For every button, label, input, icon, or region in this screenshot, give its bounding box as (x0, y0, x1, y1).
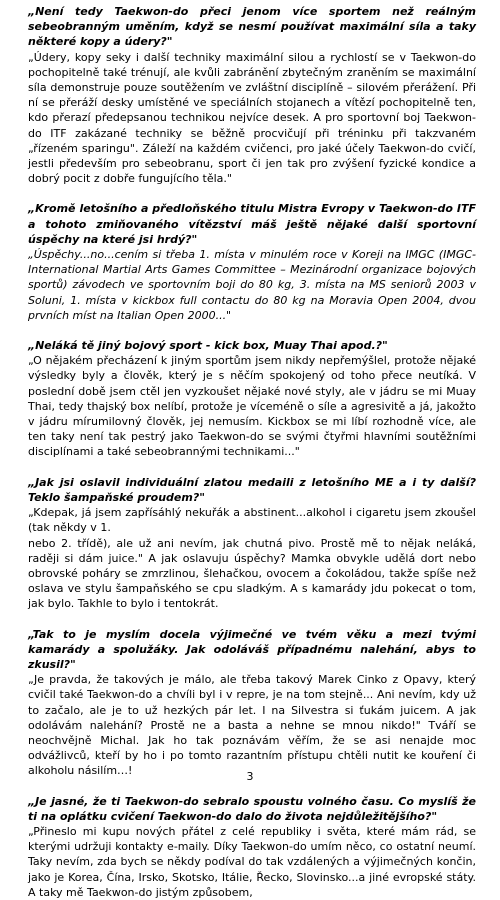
question-paragraph: „Neláká tě jiný bojový sport - kick box, Muay Thai apod.?" (28, 339, 388, 353)
page-number: 3 (246, 770, 254, 783)
answer-paragraph: „Přineslo mi kupu nových přátel z celé republiky i světa, které mám rád, se kterými udržuji kontakty e-maily. Díky Taekwon-do umím něco, co ostatní neumí. Taky nevím, zda bych se někdy podíval do tak vzdálených a výjimečných končin, jako je Korea, Čína, Irsko, Skotsko, Itálie, Řecko, Slovinsko...a jiné evropské státy. A taky mě Taekwon-do jistým způsobem, (28, 824, 476, 899)
document-page (28, 4, 476, 900)
question-paragraph: „Kromě letošního a předloňského titulu Mistra Evropy v Taekwon-do ITF a tohoto zmiňovaného vítězství máš ještě nějaké další sportovní úspěchy na které jsi hrdý?" (28, 202, 476, 246)
paragraph-gap (28, 460, 476, 475)
question-paragraph: „Je jasné, že ti Taekwon-do sebralo spoustu volného času. Co myslíš že ti na oplátku cvičení Taekwon-do dalo do života nejdůležitějšího?" (28, 794, 476, 823)
answer-paragraph: „Kdepak, já jsem zapřísáhlý nekuřák a abstinent...alkohol i cigaretu jsem zkoušel (tak někdy v 1. (28, 506, 476, 535)
answer-paragraph: „O nějakém přecházení k jiným sportům jsem nikdy nepřemýšlel, protože nějaké výsledky byly a člověk, který je s něčím spokojený od toho přece neutíká. V poslední době jsem ctěl jen vyzkoušet nějaké nové styly, ale v jádru se mi Muay Thai, tedy thajský box nelíbí, protože je víceméně o síle a agresivitě a já, jakožto v jádru mírumilovný člověk, jej nemusím. Kickbox se mi líbí rozhodně více, ale ten taky není tak pestrý jako Taekwon-do se svými čtyřmi hlavními soutěžními disciplínami a také sebeobrannými technikami..." (28, 354, 476, 459)
question-paragraph: „Není tedy Taekwon-do přeci jenom více sportem než reálným sebeobranným uměním, když se nesmí používat maximální síla a taky některé kopy a údery?" (28, 5, 476, 49)
question-paragraph: „Úspěchy...no...cením si třeba 1. místa v minulém roce v Koreji na IMGC (IMGC-International Martial Arts Games Committee – Mezinárodní organizace bojových sportů) závodech ve sportovním boji do 80 kg, 3. místa na MS seniorů 2003 v Soluni, 1. místa v kickbox full contactu do 80 kg na Moravia Open 2004, dvou prvních míst na Italian Open 2000..." (28, 248, 476, 322)
paragraph-gap (28, 186, 476, 201)
answer-paragraph: „Údery, kopy seky i další techniky maximální silou a rychlostí se v Taekwon-do pochopitelně také trénují, ale kvůli zabránění zbytečným zraněním se maximální síla demonstruje pouze soutěžením ve zvláštní disciplíně – silovém přerážení. Při ní se přeráží desky umístěné ve speciálních stojanech a vítězí pochopitelně ten, kdo přerazí předepsanou technikou nejvíce desek. A pro sportovní boj Taekwon-do ITF zakázané techniky se běžně procvičují při tréninku při takzvaném „řízeném sparingu". Záleží na každém cvičenci, pro jaké účely Taekwon-do cvičí, jestli především pro sebeobranu, sport či jen tak pro zvýšení fyzické kondice a dobrý pocit z dobře fungujícího těla." (28, 50, 476, 186)
answer-paragraph: nebo 2. třídě), ale už ani nevím, jak chutná pivo. Prostě mě to nějak neláká, raději si dám juice." A jak oslavuju úspěchy? Mamka obvykle udělá dort nebo obrovské poháry se zmrzlinou, šlehačkou, ovocem a čokoládou, takže spíše než oslava ve stylu šampaňského se cpu sladkým. A s kamarády jdu pokecat o tom, jak bylo. Takhle to bylo i tentokrát. (28, 536, 476, 611)
paragraph-gap (28, 612, 476, 627)
question-paragraph: „Jak jsi oslavil individuální zlatou medaili z letošního ME a i ty další? Teklo šampaňské proudem?" (28, 475, 476, 504)
paragraph-gap (28, 323, 476, 338)
answer-paragraph: „Je pravda, že takových je málo, ale třeba takový Marek Cinko z Opavy, který cvičil také Taekwon-do a chvíli byl i v repre, je na tom stejně... Ani nevím, kdy už to začalo, ale je to už hezkých pár let. I na Silvestra si ťukám juicem. A jak odolávám nalehání? Prostě ne a basta a nehne se mnou nikdo!" Tváří se neochvějně Michal. Jak ho tak poznávám věřím, že se asi nenajde moc odvážlivců, kteří by ho i po tomto razantním přístupu chtěli nutit ke kouření či alkoholu násilím…! (28, 673, 476, 778)
question-paragraph: „Tak to je myslím docela výjimečné ve tvém věku a mezi tvými kamarády a spolužáky. Jak odoláváš případnému nalehání, abys to zkusil?" (28, 627, 476, 671)
